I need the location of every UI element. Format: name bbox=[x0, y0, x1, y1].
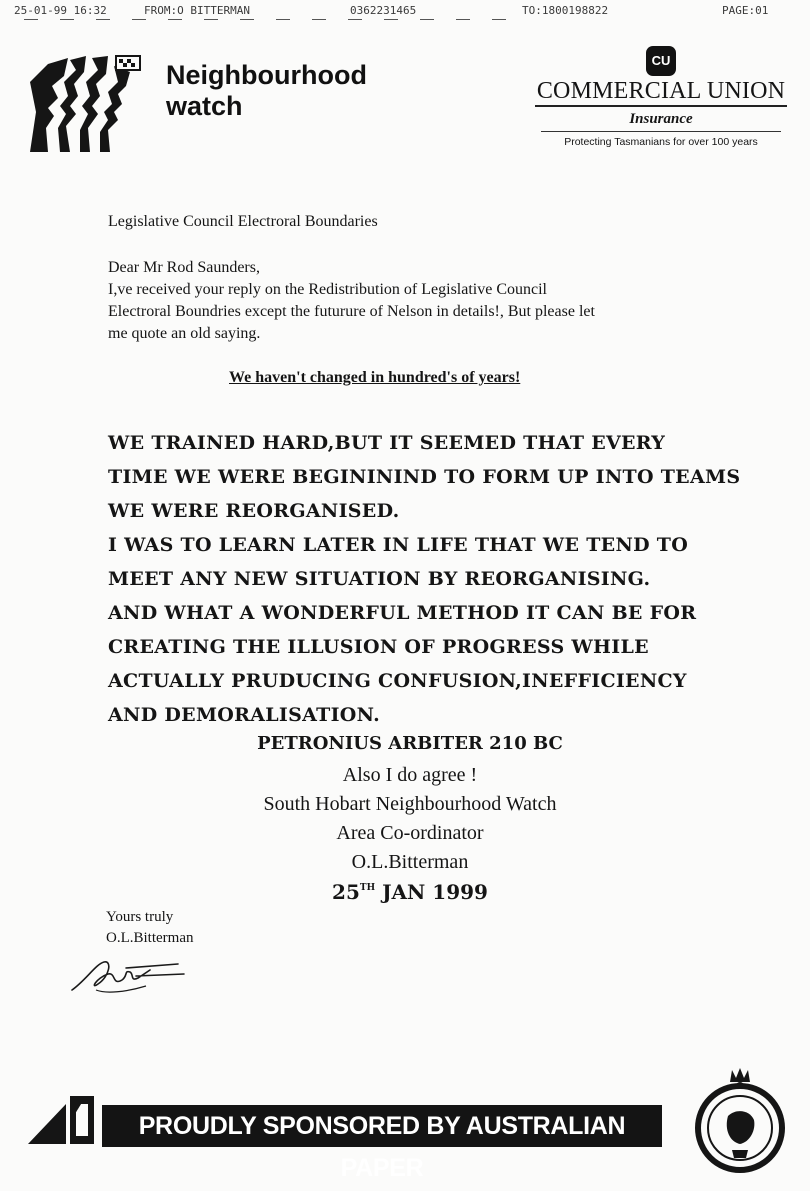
quote-line: WE TRAINED HARD,BUT IT SEEMED THAT EVERY bbox=[108, 432, 666, 454]
date-day: 25 bbox=[332, 880, 360, 904]
quote-line: CREATING THE ILLUSION OF PROGRESS WHILE bbox=[108, 636, 649, 658]
closing-line: O.L.Bitterman bbox=[351, 851, 469, 873]
quote-line: AND DEMORALISATION. bbox=[108, 704, 380, 726]
fax-header bbox=[0, 0, 810, 24]
tasmania-police-badge-icon bbox=[692, 1064, 788, 1174]
letter-subject: Legislative Council Electroral Boundaries bbox=[108, 213, 378, 230]
signoff-line: Yours truly bbox=[106, 909, 174, 925]
sponsor-divider-2 bbox=[541, 131, 781, 132]
closing-line: Area Co-ordinator bbox=[336, 822, 484, 844]
handwritten-signature bbox=[66, 950, 190, 998]
sponsor-divider bbox=[535, 105, 787, 107]
org-title bbox=[166, 60, 367, 122]
fax-sender-number: 0362231465 bbox=[350, 4, 417, 17]
salutation: Dear Mr Rod Saunders, bbox=[108, 259, 260, 276]
quote-attribution: PETRONIUS ARBITER 210 BC bbox=[257, 733, 563, 754]
quote-line: ACTUALLY PRUDUCING CONFUSION,INEFFICIENCY bbox=[108, 670, 687, 692]
letter-date bbox=[160, 880, 660, 904]
letter-intro bbox=[108, 257, 728, 345]
closing-block bbox=[160, 761, 660, 877]
intro-line: Electroral Boundries except the futurure of Nelson in details!, But please let bbox=[108, 303, 595, 320]
quote-line: TIME WE WERE BEGINININD TO FORM UP INTO TEAMS bbox=[108, 466, 741, 488]
sponsor-tagline: Protecting Tasmanians for over 100 years bbox=[564, 136, 758, 148]
intro-line: me quote an old saying. bbox=[108, 325, 261, 342]
closing-line: South Hobart Neighbourhood Watch bbox=[263, 793, 557, 815]
date-suffix: TH bbox=[359, 883, 376, 893]
quote-block bbox=[108, 426, 798, 732]
fax-from: FROM:O BITTERMAN bbox=[144, 4, 250, 17]
quote-line: I WAS TO LEARN LATER IN LIFE THAT WE TEND TO bbox=[108, 534, 689, 556]
intro-line: I,ve received your reply on the Redistribution of Legislative Council bbox=[108, 281, 547, 298]
saying-heading: We haven't changed in hundred's of years! bbox=[229, 369, 521, 386]
sponsor-subtitle: Insurance bbox=[629, 111, 693, 127]
signoff-name: O.L.Bitterman bbox=[106, 930, 194, 946]
quote-line: AND WHAT A WONDERFUL METHOD IT CAN BE FOR bbox=[108, 602, 697, 624]
org-title-line-2: watch bbox=[166, 91, 243, 121]
cu-logo-icon: CU bbox=[646, 46, 676, 76]
signoff-block bbox=[106, 907, 193, 949]
closing-line: Also I do agree ! bbox=[342, 764, 478, 786]
sponsor-block bbox=[530, 46, 792, 148]
neighbourhood-watch-logo-icon bbox=[26, 52, 146, 156]
australian-paper-logo-icon bbox=[26, 1092, 96, 1146]
quote-line: MEET ANY NEW SITUATION BY REORGANISING. bbox=[108, 568, 651, 590]
sponsor-banner: PROUDLY SPONSORED BY AUSTRALIAN PAPER bbox=[102, 1105, 662, 1147]
org-title-line-1: Neighbourhood bbox=[166, 60, 367, 90]
fax-date-time: 25-01-99 16:32 bbox=[14, 4, 107, 17]
fax-page: PAGE:01 bbox=[722, 4, 769, 17]
sponsor-name: COMMERCIAL UNION bbox=[536, 78, 786, 104]
fax-dashes bbox=[24, 19, 544, 21]
quote-line: WE WERE REORGANISED. bbox=[108, 500, 400, 522]
date-rest: JAN 1999 bbox=[382, 880, 488, 904]
fax-to: TO:1800198822 bbox=[522, 4, 609, 17]
